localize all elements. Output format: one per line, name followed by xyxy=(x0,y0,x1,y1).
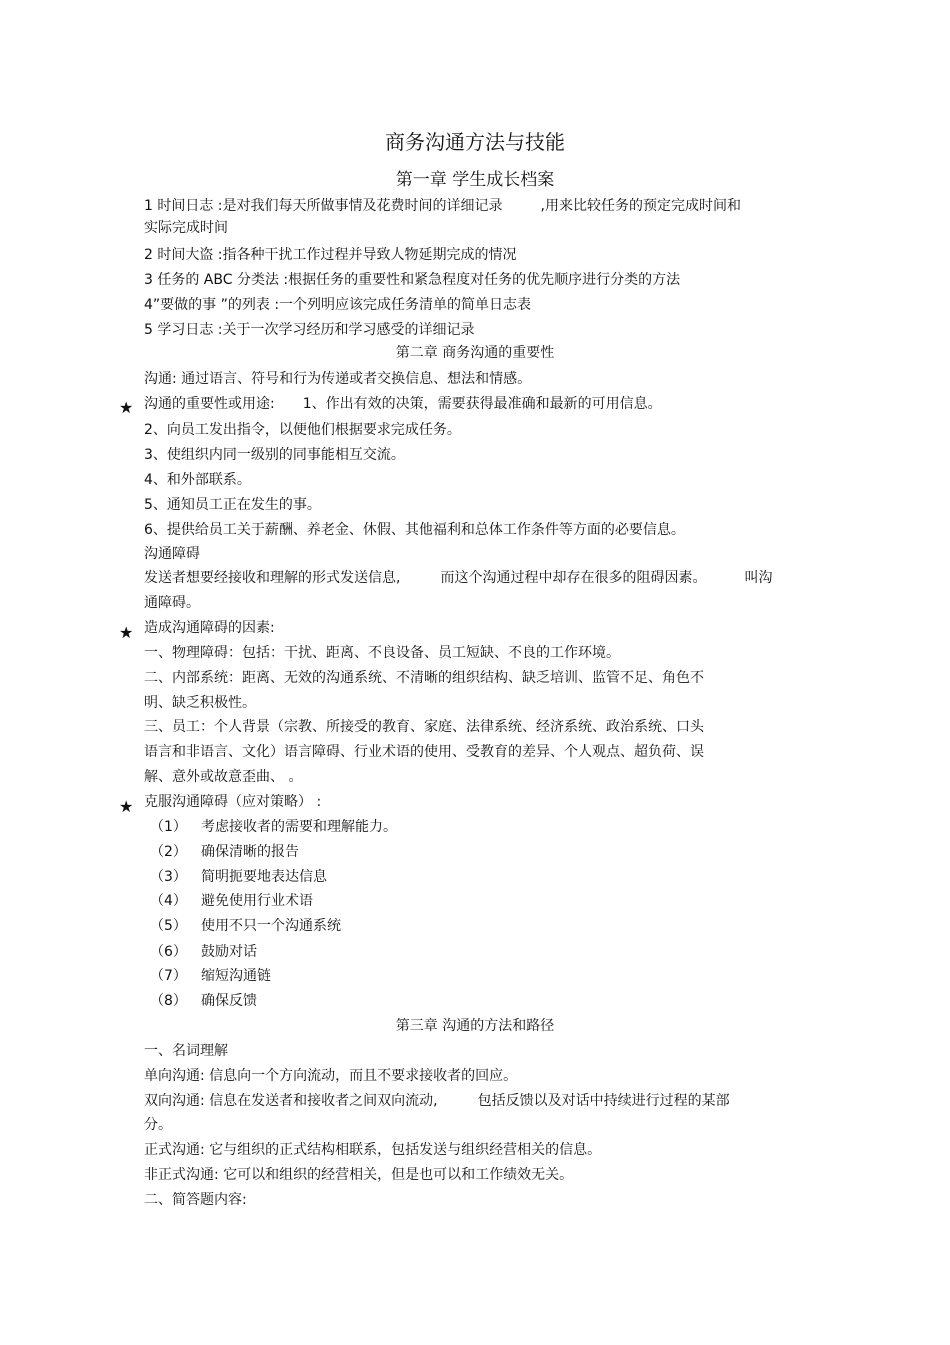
document-title: 商务沟通方法与技能 xyxy=(385,130,565,154)
ch1-item-1 xyxy=(144,196,741,216)
strategy-number: （2） xyxy=(150,844,187,860)
informal-definition: 非正式沟通: 它可以和组织的经营相关，但是也可以和工作绩效无关。 xyxy=(144,1167,574,1183)
strategy-number: （3） xyxy=(150,869,187,885)
one-way-definition: 单向沟通: 信息向一个方向流动，而且不要求接收者的回应。 xyxy=(144,1068,518,1084)
importance-line xyxy=(144,394,662,414)
factor-line-6: 解、意外或故意歪曲、 。 xyxy=(144,769,303,785)
ch1-item-5: 5 学习日志 :关于一次学习经历和学习感受的详细记录 xyxy=(144,322,475,338)
two-way-definition xyxy=(144,1091,730,1111)
strategy-item xyxy=(150,867,327,887)
formal-definition: 正式沟通: 它与组织的正式结构相联系，包括发送与组织经营相关的信息。 xyxy=(144,1142,602,1158)
factors-label: 造成沟通障碍的因素: xyxy=(144,620,275,636)
chapter-1-heading: 第一章 学生成长档案 xyxy=(395,170,555,190)
chapter-2-heading: 第二章 商务沟通的重要性 xyxy=(395,345,555,361)
strategy-item xyxy=(150,842,299,862)
barrier-title: 沟通障碍 xyxy=(144,546,200,562)
importance-label: 沟通的重要性或用途: xyxy=(144,396,275,412)
strategy-text: 确保清晰的报告 xyxy=(201,844,299,860)
strategy-number: （6） xyxy=(150,944,187,960)
strategy-text: 缩短沟通链 xyxy=(201,968,271,984)
overcome-label: 克服沟通障碍（应对策略） : xyxy=(144,794,322,810)
importance-item-6: 6、提供给员工关于薪酬、养老金、休假、其他福利和总体工作条件等方面的必要信息。 xyxy=(144,522,685,538)
factor-line-2: 二、内部系统：距离、无效的沟通系统、不清晰的组织结构、缺乏培训、监管不足、角色不 xyxy=(144,670,704,686)
barrier-definition-part-1: 发送者想要经接收和理解的形式发送信息, xyxy=(144,570,401,586)
strategy-text: 鼓励对话 xyxy=(201,944,257,960)
barrier-definition-part-3: 叫沟 xyxy=(744,570,773,586)
ch1-item-3: 3 任务的 ABC 分类法 :根据任务的重要性和紧急程度对任务的优先顺序进行分类的方法 xyxy=(144,272,681,288)
strategy-item xyxy=(150,817,397,837)
strategy-item xyxy=(150,891,313,911)
ch1-item-2: 2 时间大盗 :指各种干扰工作过程并导致人物延期完成的情况 xyxy=(144,247,517,263)
ch1-item-1-text: 1 时间日志 :是对我们每天所做事情及花费时间的详细记录 xyxy=(144,198,503,214)
importance-item-1: 1、作出有效的决策，需要获得最准确和最新的可用信息。 xyxy=(302,396,662,412)
barrier-definition-wrap: 通障碍。 xyxy=(144,595,200,611)
strategy-text: 避免使用行业术语 xyxy=(201,893,313,909)
section-terms: 一、名词理解 xyxy=(144,1043,228,1059)
two-way-definition-part-2: 包括反馈以及对话中持续进行过程的某部 xyxy=(477,1093,730,1109)
strategy-text: 使用不只一个沟通系统 xyxy=(201,918,341,934)
strategy-text: 确保反馈 xyxy=(201,993,257,1009)
black-star-icon: ★ xyxy=(119,398,134,417)
strategy-number: （4） xyxy=(150,893,187,909)
section-short-answer: 二、简答题内容: xyxy=(144,1192,247,1208)
black-star-icon: ★ xyxy=(119,623,134,642)
barrier-definition xyxy=(144,568,772,588)
strategy-number: （7） xyxy=(150,968,187,984)
strategy-item xyxy=(150,942,257,962)
importance-item-5: 5、通知员工正在发生的事。 xyxy=(144,497,321,513)
two-way-definition-part-1: 双向沟通: 信息在发送者和接收者之间双向流动, xyxy=(144,1093,438,1109)
communication-definition: 沟通: 通过语言、符号和行为传递或者交换信息、想法和情感。 xyxy=(144,371,532,387)
factor-line-1: 一、物理障碍：包括：干扰、距离、不良设备、员工短缺、不良的工作环境。 xyxy=(144,645,620,661)
strategy-number: （5） xyxy=(150,918,187,934)
strategy-item xyxy=(150,916,341,936)
strategy-item xyxy=(150,991,257,1011)
importance-item-2: 2、向员工发出指令，以便他们根据要求完成任务。 xyxy=(144,422,461,438)
factor-line-5: 语言和非语言、文化）语言障碍、行业术语的使用、受教育的差异、个人观点、超负荷、误 xyxy=(144,744,704,760)
ch1-item-4: 4”要做的事 ”的列表 :一个列明应该完成任务清单的简单日志表 xyxy=(144,297,532,313)
strategy-number: （8） xyxy=(150,993,187,1009)
ch1-item-1-wrap: 实际完成时间 xyxy=(144,220,228,236)
two-way-definition-wrap: 分。 xyxy=(144,1117,172,1133)
barrier-definition-part-2: 而这个沟通过程中却存在很多的阻碍因素。 xyxy=(440,570,707,586)
importance-item-3: 3、使组织内同一级别的同事能相互交流。 xyxy=(144,447,405,463)
strategy-text: 简明扼要地表达信息 xyxy=(201,869,327,885)
factor-line-3: 明、缺乏积极性。 xyxy=(144,695,256,711)
ch1-item-1-continued: ,用来比较任务的预定完成时间和 xyxy=(540,198,741,214)
strategy-number: （1） xyxy=(150,819,187,835)
black-star-icon: ★ xyxy=(119,797,134,816)
importance-item-4: 4、和外部联系。 xyxy=(144,472,251,488)
chapter-3-heading: 第三章 沟通的方法和路径 xyxy=(395,1018,555,1034)
factor-line-4: 三、员工：个人背景（宗教、所接受的教育、家庭、法律系统、经济系统、政治系统、口头 xyxy=(144,719,704,735)
strategy-text: 考虑接收者的需要和理解能力。 xyxy=(201,819,397,835)
strategy-item xyxy=(150,966,271,986)
